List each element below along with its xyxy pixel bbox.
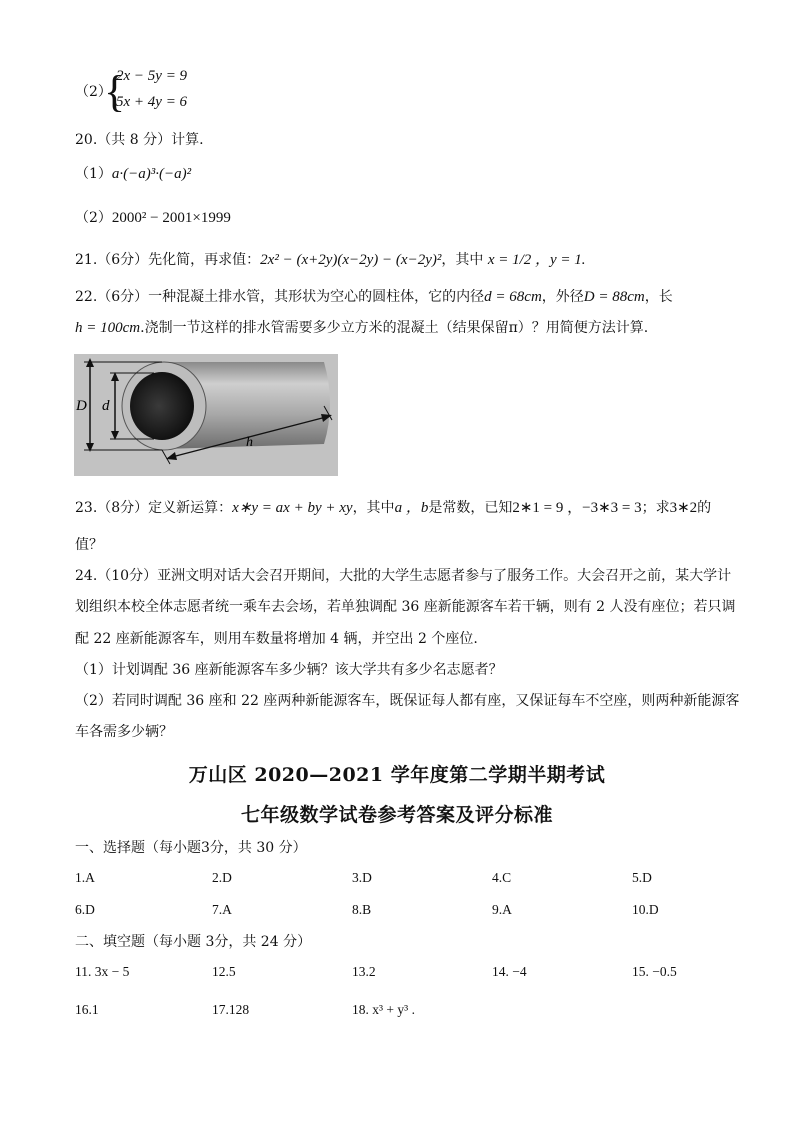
section-choice-heading: 一、选择题（每小题3分，共 30 分） [75,840,307,856]
q23-intro: 23.（8分）定义新运算： [75,500,233,516]
q24-sub-2-line-2: 车各需多少辆？ [75,724,173,740]
pipe-figure [74,354,338,476]
fill-answer: 14. −4 [492,964,527,979]
q23-target: 3∗2 [669,500,698,516]
q24-sub-1: （1）计划调配 36 座新能源客车多少辆？该大学共有多少名志愿者？ [75,662,503,678]
fill-answer: 12.5 [212,964,236,979]
q24-line-3: 配 22 座新能源客车，则用车数量将增加 4 辆，并空出 2 个座位. [75,631,478,647]
label-d: d [102,398,110,414]
q23-find-label: ；求 [641,500,670,516]
q23-given: 2∗1 = 9 ，−3∗3 = 3 [512,500,642,516]
choice-answer: 8.B [352,902,372,917]
choice-answer: 1.A [75,870,95,885]
q20-part2-label: （2） [75,210,112,226]
q21-condition: x = 1/2 ，y = 1. [487,252,586,268]
q24-line-1: 24.（10分）亚洲文明对话大会召开期间，大批的大学生志愿者参与了服务工作。大会召开之前，某大学计 [75,568,732,584]
fill-answer: 16.1 [75,1002,99,1017]
q19-equation-1: 2x − 5y = 9 [116,68,188,84]
q23-operation: x∗y = ax + by + xy [232,500,353,516]
q22-outer-diameter: D = 88cm [583,289,645,305]
system-brace: { [104,67,126,116]
q23-given-label: 是常数，已知 [428,500,513,516]
q24-line-2: 划组织本校全体志愿者统一乘车去会场，若单独调配 36 座新能源客车若干辆，则有 2 人没有座位；若只调 [75,599,736,615]
q21-where: ，其中 [441,252,484,268]
q22-line-2 [75,318,648,338]
choice-answer: 7.A [212,902,232,917]
choice-answer: 6.D [75,902,95,917]
choice-answer: 5.D [632,870,652,885]
q19-equation-2: 5x + 4y = 6 [116,94,188,110]
answer-title-2: 七年级数学试卷参考答案及评分标准 [240,804,553,826]
q20-part1 [75,164,191,184]
fill-answer: 18. x³ + y³ . [352,1002,415,1017]
q23-line-2: 值？ [75,537,103,553]
fill-answer: 13.2 [352,964,376,979]
choice-answer: 10.D [632,902,659,917]
q21-intro: 21.（6分）先化简，再求值： [75,252,261,268]
pipe-illustration [74,354,338,476]
q21-text [75,250,586,270]
q22-inner-diameter: d = 68cm [484,289,542,305]
choice-answer: 3.D [352,870,372,885]
q19-label: （2） [75,84,112,100]
q22-line-1 [75,287,673,307]
q20-part2 [75,208,231,228]
choice-answer: 2.D [212,870,232,885]
q20-part1-expr: a·(−a)³·(−a)² [111,166,192,182]
section-fill-heading: 二、填空题（每小题 3分，共 24 分） [75,934,312,950]
q20-heading: 20.（共 8 分）计算. [75,132,204,148]
q22-outer-label: ，外径 [541,289,584,305]
fill-answer: 15. −0.5 [632,964,677,979]
label-h: h [246,435,253,450]
q23-line-1 [75,498,711,518]
q22-length: h = 100cm [75,320,141,336]
fill-answer: 11. 3x − 5 [75,964,130,979]
q20-part1-label: （1） [75,166,112,182]
q23-tail: 的 [697,500,712,516]
q23-constants: a ，b [394,500,429,516]
fill-answer: 17.128 [212,1002,250,1017]
label-D: D [76,398,87,414]
q23-where: ，其中 [352,500,395,516]
answer-title-1: 万山区 2020—2021 学年度第二学期半期考试 [188,764,606,786]
q20-part2-expr: 2000² − 2001×1999 [111,210,231,226]
q22-question: .浇制一节这样的排水管需要多少立方米的混凝土（结果保留π）？用简便方法计算. [140,320,649,336]
q22-intro: 22.（6分）一种混凝土排水管，其形状为空心的圆柱体，它的内径 [75,289,485,305]
q21-expression: 2x² − (x+2y)(x−2y) − (x−2y)² [260,252,442,268]
choice-answer: 9.A [492,902,512,917]
q24-sub-2-line-1: （2）若同时调配 36 座和 22 座两种新能源客车，既保证每人都有座，又保证每车不空座，则两种新能源客 [75,693,740,709]
choice-answer: 4.C [492,870,512,885]
q22-length-label: ，长 [644,289,673,305]
